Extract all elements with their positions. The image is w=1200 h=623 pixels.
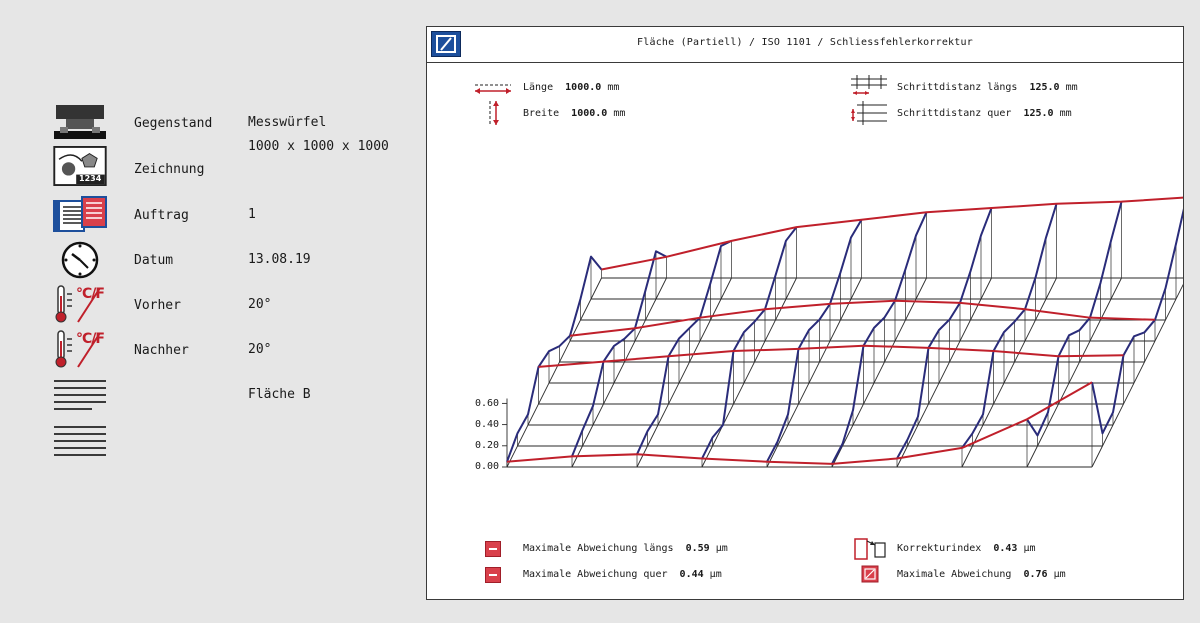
stat-abw-max [897,569,1066,580]
workpiece-icon [52,103,108,143]
max-deviation-icon [861,565,879,583]
info-value-vorher: 20° [248,297,272,312]
base-grid-line [1027,278,1122,467]
info-value-flaeche: Fläche B [248,387,311,402]
param-schritt-quer-unit: mm [1059,108,1072,119]
correction-index-icon [853,535,889,561]
info-label-zeichnung: Zeichnung [134,162,205,177]
stat-abw-quer-label: Maximale Abweichung quer [523,569,668,580]
info-value-datum: 13.08.19 [248,252,311,267]
cross-profile-line [572,251,667,456]
stat-abw-quer [523,569,722,580]
window-title: Fläche (Partiell) / ISO 1101 / Schliessfehlerkorrektur [637,37,973,48]
base-grid-line [507,278,602,467]
base-grid-line [767,278,862,467]
stat-abw-laengs [523,543,728,554]
param-schritt-laengs-label: Schrittdistanz längs [897,82,1018,93]
ytick-label: 0.00 [475,461,500,472]
param-breite-label: Breite [523,108,560,119]
base-grid-line [962,278,1057,467]
base-grid-line [637,278,732,467]
cross-profile-line [507,257,602,462]
order-icon [52,195,108,235]
cross-profile-line [832,212,927,464]
param-laenge-unit: mm [607,82,620,93]
thermometer-icon [52,329,108,369]
info-value-auftrag: 1 [248,207,256,222]
ytick-label: 0.60 [475,398,500,409]
info-label-datum: Datum [134,253,174,268]
info-label-gegenstand: Gegenstand [134,116,213,131]
stat-korrektur-unit: µm [1023,543,1036,554]
surface-plot [427,27,1183,507]
stat-abw-laengs-value: 0.59 [685,543,710,554]
base-grid-line [1092,278,1183,467]
stat-abw-quer-value: 0.44 [679,569,704,580]
base-grid-line [702,278,797,467]
info-label-vorher: Vorher [134,298,181,313]
param-laenge-label: Länge [523,82,554,93]
longitudinal-profile-line [539,346,1124,367]
thermometer-icon [52,284,108,324]
legend-laengs-marker [485,541,501,557]
stat-abw-quer-unit: µm [709,569,722,580]
param-schritt-laengs-unit: mm [1065,82,1078,93]
cross-profile-line [897,208,992,458]
drawing-icon [52,146,108,188]
stat-korrektur [897,543,1036,554]
param-schritt-quer-label: Schrittdistanz quer [897,108,1012,119]
stat-korrektur-value: 0.43 [993,543,1018,554]
cross-profile-line [1092,197,1183,433]
param-schritt-quer-value: 125.0 [1023,108,1054,119]
stat-abw-max-value: 0.76 [1023,569,1048,580]
info-value-nachher: 20° [248,342,272,357]
ytick-label: 0.20 [475,440,500,451]
base-grid-line [832,278,927,467]
info-value-gegenstand: Messwürfel [248,115,327,130]
base-grid-line [572,278,667,467]
legend-quer-marker [485,567,501,583]
text-lines-icon [52,377,108,461]
celsius-fahrenheit-label: °C/F [76,286,104,302]
info-label-auftrag: Auftrag [134,208,189,223]
base-grid-line [897,278,992,467]
param-breite-value: 1000.0 [571,108,608,119]
param-breite-unit: mm [613,108,626,119]
stat-abw-laengs-unit: µm [715,543,728,554]
info-label-nachher: Nachher [134,343,189,358]
info-value-dimensions: 1000 x 1000 x 1000 [248,139,389,154]
longitudinal-profile-line [602,197,1184,269]
longitudinal-profile-line [570,301,1155,336]
stat-abw-laengs-label: Maximale Abweichung längs [523,543,674,554]
ytick-label: 0.40 [475,419,500,430]
clock-icon [52,240,108,280]
evaluation-window [426,26,1184,600]
param-schritt-laengs-value: 125.0 [1029,82,1060,93]
stat-korrektur-label: Korrekturindex [897,543,982,554]
drawing-number-badge: 1234 [79,174,102,183]
param-laenge-value: 1000.0 [565,82,602,93]
stat-abw-max-label: Maximale Abweichung [897,569,1012,580]
stat-abw-max-unit: µm [1053,569,1066,580]
celsius-fahrenheit-label: °C/F [76,331,104,347]
